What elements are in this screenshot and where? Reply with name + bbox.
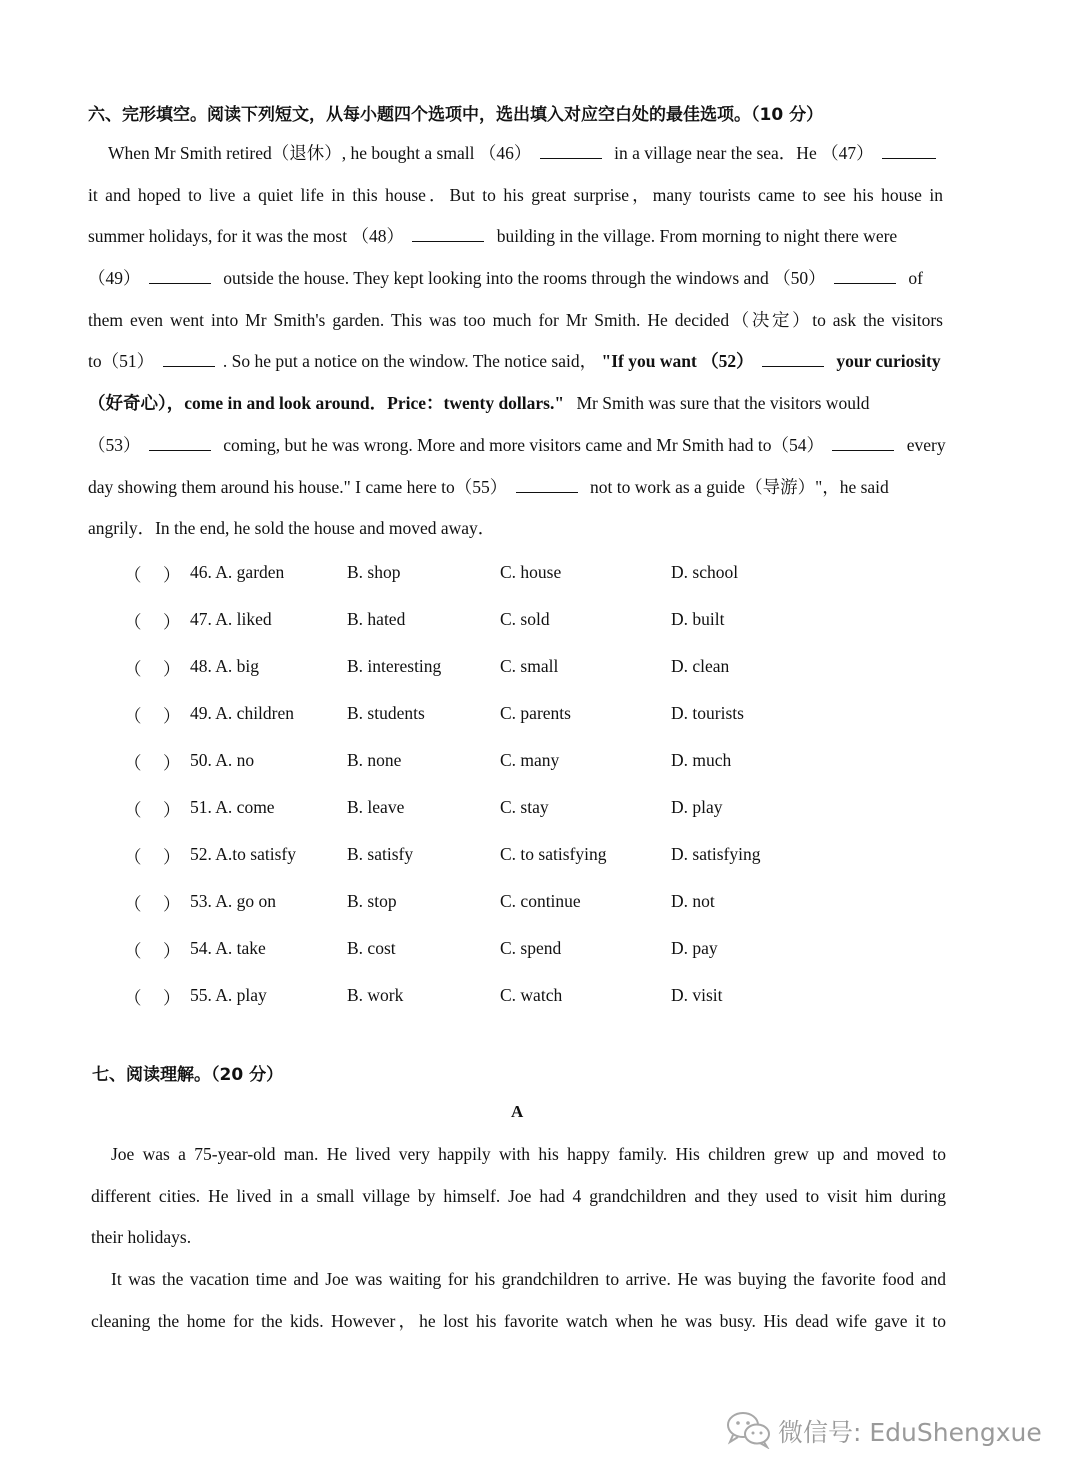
- option-a: 49. A. children: [190, 703, 295, 723]
- blank-53[interactable]: [149, 433, 211, 451]
- answer-paren-open[interactable]: （: [124, 659, 142, 679]
- reading-line-4: It was the vacation time and Joe was waiting for his grandchildren to arrive. He was buying the favorite food and: [111, 1269, 946, 1290]
- reading-line-3: their holidays.: [91, 1227, 192, 1248]
- option-row: [0, 609, 1080, 639]
- answer-paren-open[interactable]: （: [124, 706, 142, 726]
- answer-paren-open[interactable]: （: [124, 800, 142, 820]
- blank-47[interactable]: [882, 141, 936, 159]
- option-b: B. students: [347, 703, 425, 723]
- cloze-line-5: them even went into Mr Smith's garden. This was too much for Mr Smith. He decided（决定）to ask the visitors: [88, 309, 943, 330]
- option-c: C. parents: [500, 703, 571, 723]
- answer-paren-close[interactable]: ）: [163, 565, 181, 585]
- passage-label: A: [511, 1102, 524, 1121]
- option-row: [0, 562, 1080, 592]
- section7-title: 七、阅读理解。（20 分）: [92, 1065, 284, 1085]
- option-a: 52. A.to satisfy: [190, 844, 296, 864]
- blank-54[interactable]: [832, 433, 894, 451]
- answer-paren-open[interactable]: （: [124, 612, 142, 632]
- option-b: B. none: [347, 750, 402, 770]
- option-b: B. hated: [347, 609, 406, 629]
- option-row: [0, 703, 1080, 733]
- option-a: 55. A. play: [190, 985, 267, 1005]
- watermark: [724, 1405, 1054, 1453]
- option-a: 51. A. come: [190, 797, 275, 817]
- answer-paren-open[interactable]: （: [124, 941, 142, 961]
- answer-paren-open[interactable]: （: [124, 988, 142, 1008]
- answer-paren-open[interactable]: （: [124, 753, 142, 773]
- cloze-line-4: （49） outside the house. They kept looking into the rooms through the windows and （50） of: [88, 268, 923, 289]
- cloze-line-7: （好奇心），come in and look around．Price：twenty dollars." Mr Smith was sure that the visitors would: [88, 393, 870, 414]
- cloze-line-2: it and hoped to live a quiet life in this house．But to his great surprise，many tourists came to see his house in: [88, 184, 943, 205]
- reading-line-2: different cities. He lived in a small village by himself. Joe had 4 grandchildren and they used to visit him during: [91, 1185, 946, 1206]
- watermark-text: 微信号: EduShengxue: [778, 1418, 1042, 1447]
- cloze-line-1: When Mr Smith retired（退休）, he bought a small （46） in a village near the sea．He （47）: [88, 133, 943, 175]
- option-a: 54. A. take: [190, 938, 266, 958]
- answer-paren-close[interactable]: ）: [163, 988, 181, 1008]
- option-row: [0, 891, 1080, 921]
- reading-passage: [91, 1134, 946, 1342]
- option-c: C. to satisfying: [500, 844, 607, 864]
- blank-46[interactable]: [540, 141, 602, 159]
- option-d: D. visit: [671, 985, 723, 1005]
- answer-paren-close[interactable]: ）: [163, 612, 181, 632]
- option-c: C. spend: [500, 938, 562, 958]
- answer-paren-close[interactable]: ）: [163, 894, 181, 914]
- option-c: C. small: [500, 656, 559, 676]
- option-row: [0, 844, 1080, 874]
- option-d: D. satisfying: [671, 844, 761, 864]
- option-c: C. sold: [500, 609, 550, 629]
- answer-paren-close[interactable]: ）: [163, 800, 181, 820]
- option-row: [0, 656, 1080, 686]
- answer-paren-open[interactable]: （: [124, 847, 142, 867]
- option-b: B. cost: [347, 938, 396, 958]
- blank-55[interactable]: [516, 475, 578, 493]
- option-a: 48. A. big: [190, 656, 260, 676]
- blank-51[interactable]: [163, 349, 215, 367]
- option-row: [0, 797, 1080, 827]
- option-a: 46. A. garden: [190, 562, 285, 582]
- option-d: D. tourists: [671, 703, 744, 723]
- option-d: D. built: [671, 609, 725, 629]
- option-a: 47. A. liked: [190, 609, 272, 629]
- answer-paren-close[interactable]: ）: [163, 659, 181, 679]
- option-d: D. not: [671, 891, 715, 911]
- reading-line-1: Joe was a 75-year-old man. He lived very happily with his happy family. His children grew up and moved to: [111, 1144, 946, 1164]
- option-c: C. stay: [500, 797, 549, 817]
- option-a: 53. A. go on: [190, 891, 277, 911]
- wechat-logo-icon: [724, 1409, 774, 1449]
- option-d: D. school: [671, 562, 739, 582]
- option-a: 50. A. no: [190, 750, 255, 770]
- answer-paren-open[interactable]: （: [124, 894, 142, 914]
- answer-paren-close[interactable]: ）: [163, 941, 181, 961]
- option-row: [0, 985, 1080, 1015]
- blank-52[interactable]: [762, 349, 824, 367]
- section6-title: 六、完形填空。阅读下列短文，从每小题四个选项中，选出填入对应空白处的最佳选项。（10 分）: [88, 105, 824, 125]
- blank-48[interactable]: [412, 224, 484, 242]
- cloze-passage: [88, 133, 946, 550]
- option-d: D. clean: [671, 656, 730, 676]
- answer-paren-close[interactable]: ）: [163, 706, 181, 726]
- option-c: C. many: [500, 750, 560, 770]
- answer-paren-close[interactable]: ）: [163, 847, 181, 867]
- reading-line-5: cleaning the home for the kids. However，he lost his favorite watch when he was busy. His dead wife gave it to: [91, 1310, 946, 1331]
- option-b: B. work: [347, 985, 404, 1005]
- option-c: C. watch: [500, 985, 563, 1005]
- cloze-line-6: to（51） . So he put a notice on the window. The notice said， "If you want （52） your curiosity: [88, 351, 941, 372]
- cloze-line-10: angrily．In the end, he sold the house and moved away．: [88, 518, 496, 539]
- option-row: [0, 750, 1080, 780]
- option-b: B. stop: [347, 891, 397, 911]
- cloze-line-8: （53） coming, but he was wrong. More and more visitors came and Mr Smith had to（54） every: [88, 434, 946, 455]
- option-c: C. house: [500, 562, 562, 582]
- option-row: [0, 938, 1080, 968]
- option-d: D. play: [671, 797, 723, 817]
- option-d: D. pay: [671, 938, 718, 958]
- blank-49[interactable]: [149, 266, 211, 284]
- option-b: B. interesting: [347, 656, 442, 676]
- option-b: B. satisfy: [347, 844, 414, 864]
- blank-50[interactable]: [834, 266, 896, 284]
- cloze-line-9: day showing them around his house." I came here to（55） not to work as a guide（导游）"，he said: [88, 476, 889, 497]
- option-b: B. leave: [347, 797, 405, 817]
- cloze-line-3: summer holidays, for it was the most （48） building in the village. From morning to night there were: [88, 226, 898, 247]
- option-b: B. shop: [347, 562, 401, 582]
- option-c: C. continue: [500, 891, 581, 911]
- answer-paren-open[interactable]: （: [124, 565, 142, 585]
- option-d: D. much: [671, 750, 732, 770]
- answer-paren-close[interactable]: ）: [163, 753, 181, 773]
